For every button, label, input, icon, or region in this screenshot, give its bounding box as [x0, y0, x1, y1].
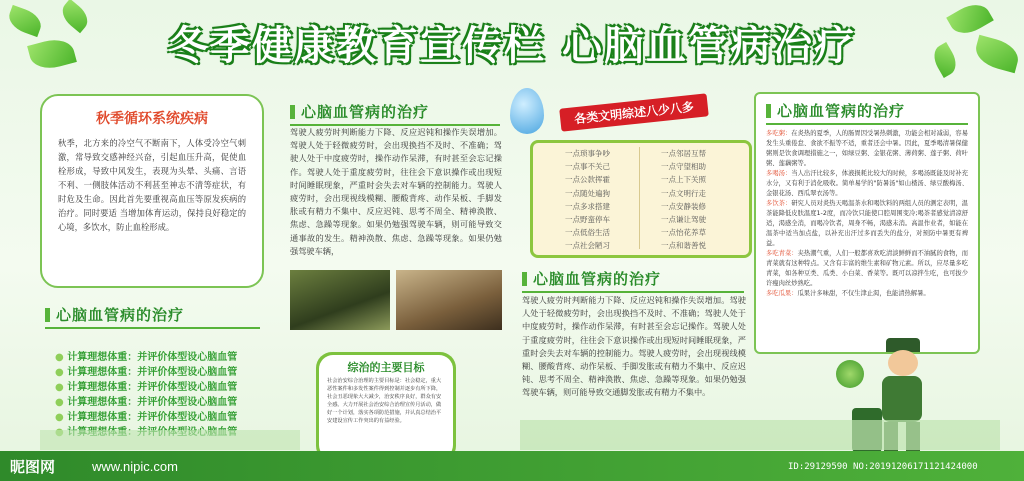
list-item: 一点多求搭建 — [565, 201, 610, 211]
left-bullet-list — [55, 350, 265, 440]
list-item: 一点公款挥霍 — [565, 175, 610, 185]
footer-url: www.nipic.com — [92, 459, 178, 474]
list-item: 一点事不关己 — [565, 162, 610, 172]
book-left-list — [565, 147, 610, 253]
list-item: ● 计算理想体重：并评价体型设心脑血管 — [55, 350, 265, 365]
middle-top-body: 驾驶人疲劳时判断能力下降、反应迟钝和操作失误增加。驾驶人处于轻微疲劳时，会出现换挡不及时、不准确；驾驶人处于中度疲劳时，操作动作呆滞，有时甚至会忘记操作。驾驶人处于重度疲劳时，往往会下意识操作或出现短时间睡眠现象，严重时会失去对车辆的控制能力。驾驶人疲劳时，会出现视线模糊、腰酸背疼、动作呆板、手脚发胀或有精力不集中、反应迟钝、思考不周全、精神涣散、焦虑、急躁等现象。如果仍勉强驾驶车辆，则可能导致交通事故的发生。精神涣散、焦虑、急躁等现象。如果仍勉强驾驶车辆， — [290, 127, 502, 256]
footer-logo: 昵图网 — [10, 458, 56, 476]
page-title: 冬季健康教育宣传栏 心脑血管病治疗 — [168, 23, 856, 69]
ribbon-banner: 各类文明综述八少八多 — [559, 93, 709, 131]
left-panel-body: 秋季，北方来的冷空气不断南下，人体受冷空气刺激，常导致交感神经兴奋，引起血压升高，促使血栓形成，导致中风发生，表现为头晕、头痛、言语不利、一侧肢体活动不利甚至神志不清等症状，有时危及生命。因此首先要重视高血压等原发疾病的治疗。同时要适 当增加体育运动，保持良好稳定的心境，多饮水，防止血栓形成。 — [58, 138, 246, 232]
list-item: ● 计算理想体重：并评价体型设心脑血管 — [55, 365, 265, 380]
city-skyline — [520, 420, 1000, 450]
middle-bottom-title: 心脑血管病的治疗 — [522, 268, 744, 293]
photo-people-walking — [290, 270, 390, 330]
list-item: 一点琐事争吵 — [565, 149, 610, 158]
list-item: 一点守望相助 — [661, 162, 706, 172]
paragraph: 多饮茶：研究人员对炎热天喝温茶水和喝饮料的两组人员的测定表明，温茶能降低皮肤温度1-2度，而冷饮只能使口腔周围变冷;喝茶者感觉清凉舒适，渴感全消，而喝冷饮者，周身不畅，渴感未消。高温作业者，如能在温茶中适当加点盐，以补充出汗过多而丢失的盐分，对预防中暑更有裨益。 — [766, 200, 969, 247]
open-book — [530, 140, 752, 258]
list-item: 一点低俗生活 — [565, 228, 610, 238]
list-item: 一点随处遍狗 — [565, 188, 610, 198]
list-item: 一点和谐善悦 — [661, 241, 706, 251]
list-item: 一点邻居互帮 — [661, 149, 706, 158]
paragraph: 多喝汤：当人出汗比较多，体液损耗比较大的时候，多喝汤既能及时补充水分，又有利于消化吸收。简单易学的"防暑汤"如山楂汤、绿豆酸梅汤、金银花汤、西瓜翠衣汤等。 — [766, 170, 969, 197]
list-item: 一点文明行走 — [661, 188, 706, 198]
paragraph: 多吃青菜：夹热潮气重，人们一般都喜欢吃清淡鲜鲜而不油腻的食物，而青菜就有这种特点。又含有丰富的维生素和矿物元素。所以，应尽量多吃青菜，如各种豆类、瓜类、小白菜、香菜等。既可以凉拌生吃，也可拔少许瘦肉丝炒熟吃。 — [766, 250, 969, 287]
list-item: 一点上下关照 — [661, 175, 706, 185]
right-panel-title: 心脑血管病的治疗 — [766, 100, 968, 125]
city-skyline — [40, 430, 300, 450]
left-panel-title: 秋季循环系统疾病 — [96, 111, 208, 127]
mascot-drop-icon — [510, 88, 544, 134]
middle-top-title: 心脑血管病的治疗 — [290, 101, 500, 126]
list-item: ● 计算理想体重：并评价体型设心脑血管 — [55, 410, 265, 425]
goal-box-body: 社会治安综合治理的主要目标是：社会稳定，重大恶性案件和多发性案件得到控制并逐步有所下降，社会丑恶现象大大减少，治安秩序良好，群众有安全感。大力开展社会治安综合治理宣传月活动，做好一个计划，落实各项防范措施，并认真总结治平安建设宣传工作突出的有益经验。 — [327, 378, 442, 424]
footer-id: ID:29129590 NO:20191206171121424000 — [788, 462, 978, 472]
list-item: 一点社会陋习 — [565, 241, 610, 251]
photo-people-talking — [396, 270, 502, 330]
middle-bottom-body: 驾驶人疲劳时判断能力下降、反应迟钝和操作失误增加。驾驶人处于轻微疲劳时，会出现换挡不及时、不准确；驾驶人处于中度疲劳时，操作动作呆滞，有时甚至会忘记操作。驾驶人处于重度疲劳时，往往会下意识操作或出现短时间睡眠现象，严重时会失去对车辆的控制能力。驾驶人疲劳时，会出现视线模糊、腰酸背疼、动作呆板、手脚发胀或有精力不集中、反应迟钝、思考不周全、精神涣散、焦虑、急躁等现象。如果仍勉强驾驶车辆，则可能导致交通脚发胀或有精力不集中。 — [522, 295, 746, 398]
left-info-panel — [40, 94, 264, 288]
list-item: 一点野蛮停车 — [565, 215, 610, 225]
right-info-panel — [754, 92, 980, 354]
right-panel-body — [756, 129, 978, 299]
list-item: ● 计算理想体重：并评价体型设心脑血管 — [55, 395, 265, 410]
recycle-globe-icon — [836, 360, 864, 388]
list-item: 一点安静装修 — [661, 201, 706, 211]
list-item: 一点谦让驾驶 — [661, 215, 706, 225]
paragraph: 多吃瓜果：瓜果汁多味甜，不仅生津止渴，也能清热解暑。 — [766, 290, 930, 297]
goal-box-title: 综治的主要目标 — [347, 361, 425, 374]
book-right-list — [661, 147, 706, 253]
goal-box — [316, 352, 456, 462]
list-item: ● 计算理想体重：并评价体型设心脑血管 — [55, 380, 265, 395]
list-item: 一点怡花养草 — [661, 228, 706, 238]
left-section-title: 心脑血管病的治疗 — [45, 304, 260, 329]
paragraph: 多吃粥：在炎热的夏季，人的肠胃因受暑热刺激，功能会相对减弱，容易发生头重倦怠、食欲不振等不适，重者还会中暑。因此，夏季喝清暑保健粥则是饮食调理措施之一，如绿豆粥、金银花粥、薄荷粥、莲子粥、荷叶粥、莲藕粥等。 — [766, 130, 969, 167]
